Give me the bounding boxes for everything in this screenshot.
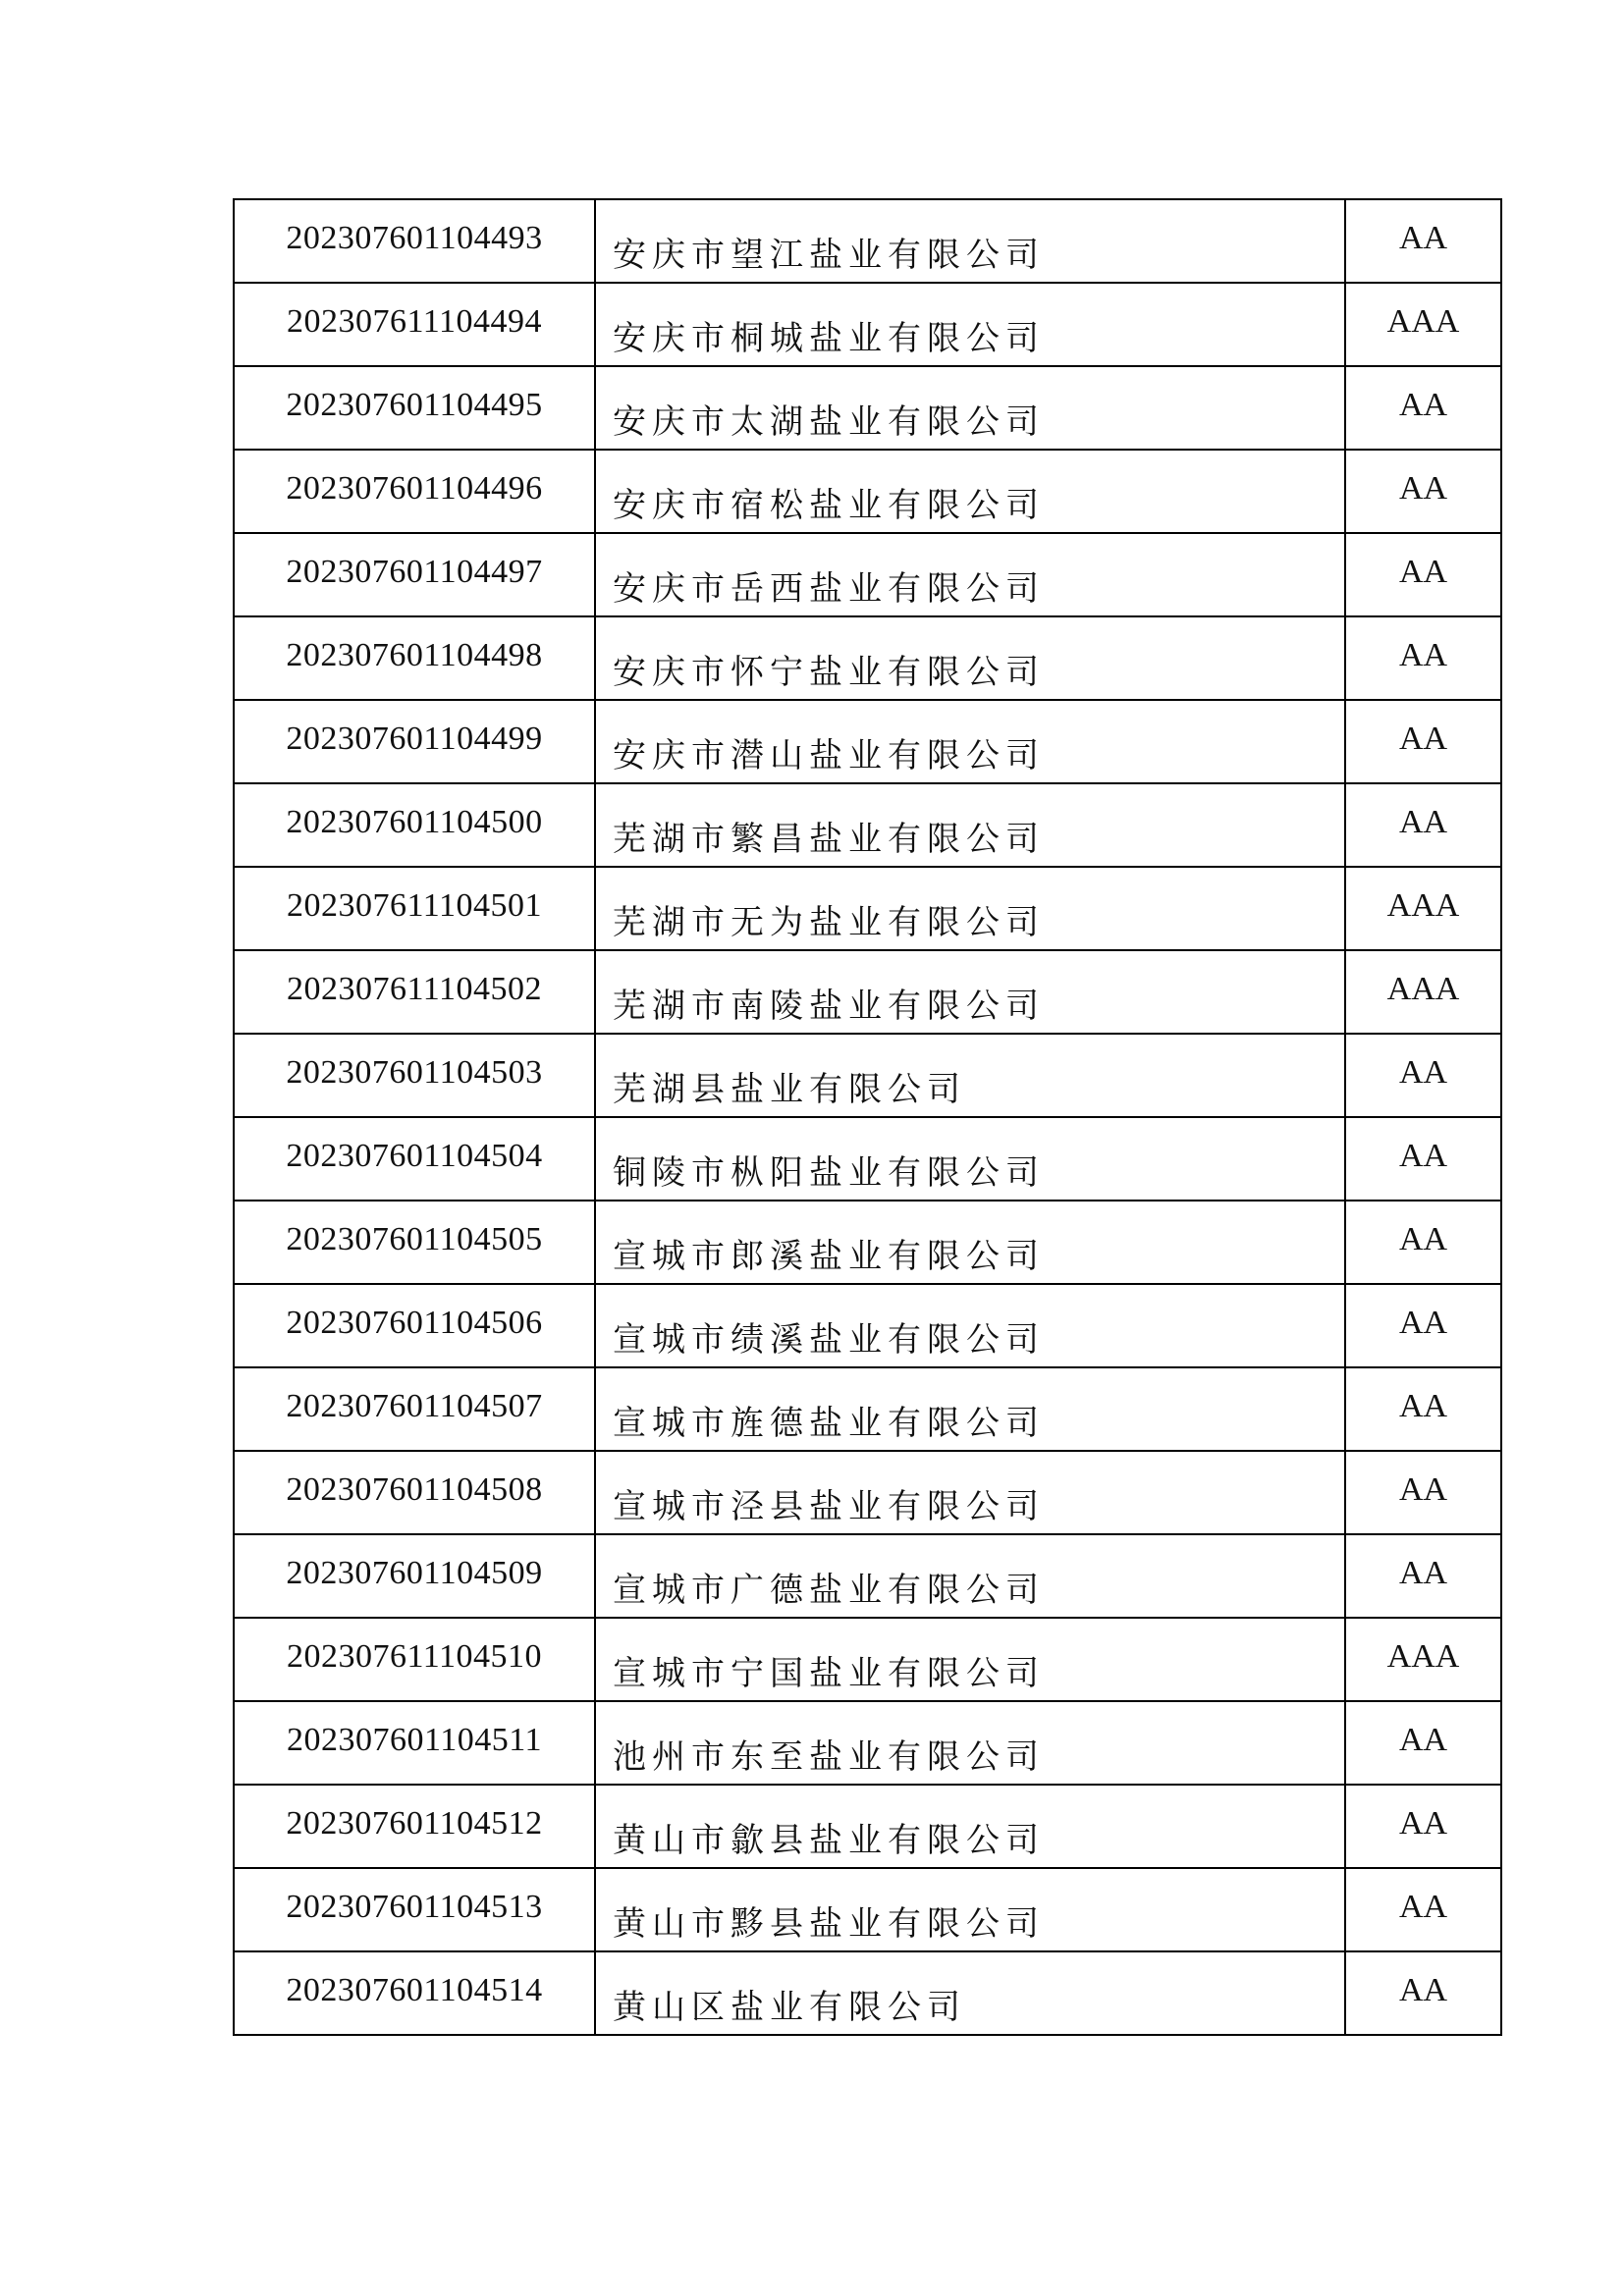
company-name-cell: 池州市东至盐业有限公司 — [595, 1701, 1345, 1785]
table-row — [234, 1534, 1501, 1618]
credit-grade-cell: AA — [1345, 1868, 1501, 1951]
company-name-cell: 宣城市宁国盐业有限公司 — [595, 1618, 1345, 1701]
certificate-code-cell: 202307601104509 — [234, 1534, 595, 1618]
certificate-code-cell: 202307601104504 — [234, 1117, 595, 1201]
table-row — [234, 450, 1501, 533]
credit-grade-cell: AA — [1345, 1451, 1501, 1534]
certificate-code-cell: 202307601104499 — [234, 700, 595, 783]
certificate-code-cell: 202307611104501 — [234, 867, 595, 950]
table-row — [234, 199, 1501, 283]
table-row — [234, 783, 1501, 867]
certificate-code-cell: 202307601104498 — [234, 616, 595, 700]
table-row — [234, 700, 1501, 783]
certificate-code-cell: 202307601104514 — [234, 1951, 595, 2035]
credit-grade-cell: AA — [1345, 1951, 1501, 2035]
table-row — [234, 1117, 1501, 1201]
table-row — [234, 366, 1501, 450]
credit-grade-cell: AAA — [1345, 867, 1501, 950]
company-name-cell: 宣城市绩溪盐业有限公司 — [595, 1284, 1345, 1367]
table-row — [234, 1701, 1501, 1785]
credit-grade-cell: AA — [1345, 1201, 1501, 1284]
table-row — [234, 616, 1501, 700]
certificate-code-cell: 202307601104497 — [234, 533, 595, 616]
credit-grade-cell: AA — [1345, 1534, 1501, 1618]
credit-grade-cell: AA — [1345, 1034, 1501, 1117]
certificate-code-cell: 202307601104513 — [234, 1868, 595, 1951]
certificate-code-cell: 202307601104511 — [234, 1701, 595, 1785]
credit-grade-cell: AAA — [1345, 950, 1501, 1034]
credit-grade-cell: AA — [1345, 1785, 1501, 1868]
certificate-code-cell: 202307601104507 — [234, 1367, 595, 1451]
credit-grade-cell: AA — [1345, 1367, 1501, 1451]
certificate-code-cell: 202307601104496 — [234, 450, 595, 533]
table-row — [234, 1201, 1501, 1284]
table-row — [234, 1284, 1501, 1367]
certificate-code-cell: 202307601104493 — [234, 199, 595, 283]
company-name-cell: 安庆市望江盐业有限公司 — [595, 199, 1345, 283]
company-name-cell: 安庆市宿松盐业有限公司 — [595, 450, 1345, 533]
credit-grade-cell: AA — [1345, 533, 1501, 616]
company-name-cell: 安庆市潜山盐业有限公司 — [595, 700, 1345, 783]
credit-grade-cell: AAA — [1345, 283, 1501, 366]
certificate-code-cell: 202307601104495 — [234, 366, 595, 450]
company-name-cell: 宣城市广德盐业有限公司 — [595, 1534, 1345, 1618]
credit-grade-cell: AA — [1345, 783, 1501, 867]
certificate-code-cell: 202307611104510 — [234, 1618, 595, 1701]
credit-grade-cell: AA — [1345, 199, 1501, 283]
company-name-cell: 黄山市歙县盐业有限公司 — [595, 1785, 1345, 1868]
credit-grade-cell: AA — [1345, 366, 1501, 450]
certificate-code-cell: 202307601104508 — [234, 1451, 595, 1534]
company-name-cell: 黄山区盐业有限公司 — [595, 1951, 1345, 2035]
table-row — [234, 1451, 1501, 1534]
credit-grade-cell: AA — [1345, 1701, 1501, 1785]
certificate-code-cell: 202307611104502 — [234, 950, 595, 1034]
company-name-cell: 铜陵市枞阳盐业有限公司 — [595, 1117, 1345, 1201]
certificate-code-cell: 202307601104503 — [234, 1034, 595, 1117]
company-name-cell: 芜湖市繁昌盐业有限公司 — [595, 783, 1345, 867]
table-row — [234, 1034, 1501, 1117]
company-name-cell: 芜湖县盐业有限公司 — [595, 1034, 1345, 1117]
credit-grade-cell: AA — [1345, 616, 1501, 700]
company-name-cell: 安庆市桐城盐业有限公司 — [595, 283, 1345, 366]
company-name-cell: 宣城市泾县盐业有限公司 — [595, 1451, 1345, 1534]
table-row — [234, 1951, 1501, 2035]
company-name-cell: 安庆市岳西盐业有限公司 — [595, 533, 1345, 616]
table-row — [234, 950, 1501, 1034]
table-body — [234, 199, 1501, 2035]
company-name-cell: 安庆市怀宁盐业有限公司 — [595, 616, 1345, 700]
credit-grade-cell: AA — [1345, 1284, 1501, 1367]
company-name-cell: 安庆市太湖盐业有限公司 — [595, 366, 1345, 450]
certificate-code-cell: 202307601104505 — [234, 1201, 595, 1284]
table-row — [234, 1618, 1501, 1701]
certificate-code-cell: 202307611104494 — [234, 283, 595, 366]
table-row — [234, 1367, 1501, 1451]
table-row — [234, 1785, 1501, 1868]
table-row — [234, 1868, 1501, 1951]
company-name-cell: 宣城市旌德盐业有限公司 — [595, 1367, 1345, 1451]
certificate-code-cell: 202307601104512 — [234, 1785, 595, 1868]
company-name-cell: 宣城市郎溪盐业有限公司 — [595, 1201, 1345, 1284]
company-name-cell: 黄山市黟县盐业有限公司 — [595, 1868, 1345, 1951]
credit-rating-table — [233, 198, 1502, 2036]
credit-grade-cell: AA — [1345, 450, 1501, 533]
credit-grade-cell: AAA — [1345, 1618, 1501, 1701]
certificate-code-cell: 202307601104506 — [234, 1284, 595, 1367]
company-name-cell: 芜湖市无为盐业有限公司 — [595, 867, 1345, 950]
table-row — [234, 533, 1501, 616]
certificate-code-cell: 202307601104500 — [234, 783, 595, 867]
company-name-cell: 芜湖市南陵盐业有限公司 — [595, 950, 1345, 1034]
table-row — [234, 867, 1501, 950]
table-row — [234, 283, 1501, 366]
credit-grade-cell: AA — [1345, 700, 1501, 783]
credit-grade-cell: AA — [1345, 1117, 1501, 1201]
